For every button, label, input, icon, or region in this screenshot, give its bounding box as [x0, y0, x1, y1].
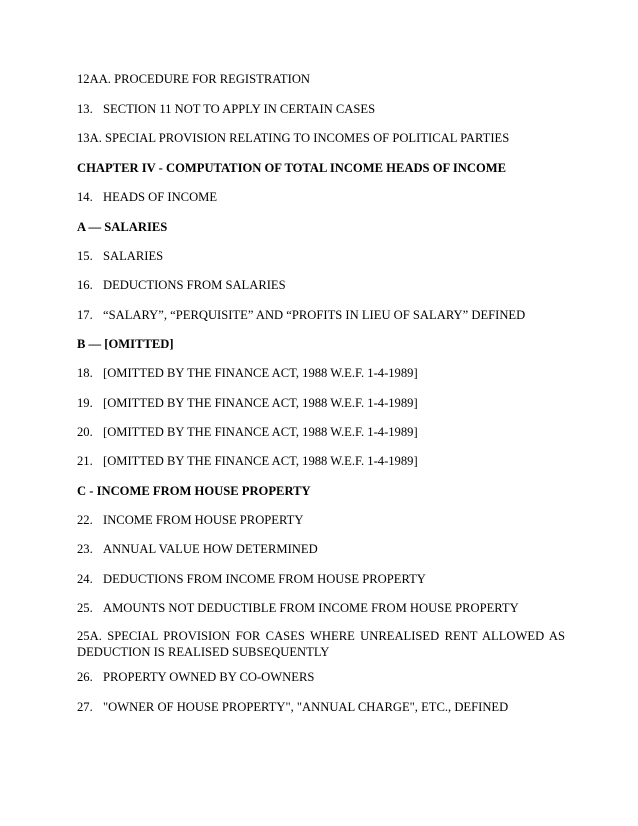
toc-entry-21	[77, 453, 565, 469]
toc-entry-15	[77, 248, 565, 264]
toc-entry-text: HEADS OF INCOME	[103, 190, 218, 204]
toc-entry-text: ANNUAL VALUE HOW DETERMINED	[103, 542, 318, 556]
toc-entry-text: SALARIES	[103, 249, 164, 263]
toc-entry-19	[77, 395, 565, 411]
toc-entry-number: 13.	[77, 102, 93, 116]
toc-entry-text: “SALARY”, “PERQUISITE” AND “PROFITS IN LIEU OF SALARY” DEFINED	[103, 308, 526, 322]
toc-entry-25	[77, 600, 565, 616]
toc-entry-number: 19.	[77, 396, 93, 410]
toc-entry-text: 12AA. PROCEDURE FOR REGISTRATION	[77, 72, 311, 86]
toc-entry-number: 27.	[77, 700, 93, 714]
section-heading-omitted	[77, 336, 565, 352]
toc-entry-number: 24.	[77, 572, 93, 586]
toc-entry-17	[77, 307, 565, 323]
section-heading-text: B — [OMITTED]	[77, 337, 174, 351]
toc-entry-text: [OMITTED BY THE FINANCE ACT, 1988 W.E.F. 1-4-1989]	[103, 396, 418, 410]
toc-entry-number: 22.	[77, 513, 93, 527]
toc-entry-text: [OMITTED BY THE FINANCE ACT, 1988 W.E.F. 1-4-1989]	[103, 366, 418, 380]
toc-entry-20	[77, 424, 565, 440]
toc-entry-13a	[77, 130, 565, 146]
toc-entry-number: 17.	[77, 308, 93, 322]
toc-entry-14	[77, 189, 565, 205]
section-heading-text: C - INCOME FROM HOUSE PROPERTY	[77, 484, 311, 498]
toc-entry-13	[77, 101, 565, 117]
toc-entry-number: 26.	[77, 670, 93, 684]
toc-entry-number: 16.	[77, 278, 93, 292]
toc-entry-22	[77, 512, 565, 528]
toc-entry-number: 21.	[77, 454, 93, 468]
toc-entry-text: SECTION 11 NOT TO APPLY IN CERTAIN CASES	[103, 102, 376, 116]
toc-entry-25a	[77, 628, 565, 660]
toc-entry-text: INCOME FROM HOUSE PROPERTY	[103, 513, 304, 527]
chapter-heading-text: CHAPTER IV - COMPUTATION OF TOTAL INCOME HEADS OF INCOME	[77, 161, 507, 175]
toc-entry-27	[77, 699, 565, 715]
toc-entry-24	[77, 571, 565, 587]
toc-entry-number: 15.	[77, 249, 93, 263]
toc-entry-16	[77, 277, 565, 293]
toc-entry-text: "OWNER OF HOUSE PROPERTY", "ANNUAL CHARGE", ETC., DEFINED	[103, 700, 509, 714]
toc-entry-text: 13A. SPECIAL PROVISION RELATING TO INCOMES OF POLITICAL PARTIES	[77, 131, 510, 145]
toc-entry-number: 14.	[77, 190, 93, 204]
toc-entry-text: 25A. SPECIAL PROVISION FOR CASES WHERE UNREALISED RENT ALLOWED AS DEDUCTION IS REALISED SUBSEQUENTLY	[77, 629, 565, 659]
section-heading-text: A — SALARIES	[77, 220, 168, 234]
section-heading-salaries	[77, 219, 565, 235]
toc-entry-text: AMOUNTS NOT DEDUCTIBLE FROM INCOME FROM HOUSE PROPERTY	[103, 601, 519, 615]
toc-entry-number: 18.	[77, 366, 93, 380]
toc-entry-text: DEDUCTIONS FROM SALARIES	[103, 278, 286, 292]
toc-entry-text: [OMITTED BY THE FINANCE ACT, 1988 W.E.F. 1-4-1989]	[103, 425, 418, 439]
toc-entry-number: 25.	[77, 601, 93, 615]
chapter-heading	[77, 160, 565, 176]
toc-entry-number: 20.	[77, 425, 93, 439]
toc-entry-text: [OMITTED BY THE FINANCE ACT, 1988 W.E.F. 1-4-1989]	[103, 454, 418, 468]
toc-entry-text: DEDUCTIONS FROM INCOME FROM HOUSE PROPERTY	[103, 572, 426, 586]
toc-entry-26	[77, 669, 565, 685]
toc-entry-number: 23.	[77, 542, 93, 556]
toc-entry-text: PROPERTY OWNED BY CO-OWNERS	[103, 670, 315, 684]
section-heading-house-property	[77, 483, 565, 499]
toc-entry-23	[77, 541, 565, 557]
toc-entry-18	[77, 365, 565, 381]
toc-entry-12aa	[77, 71, 565, 87]
